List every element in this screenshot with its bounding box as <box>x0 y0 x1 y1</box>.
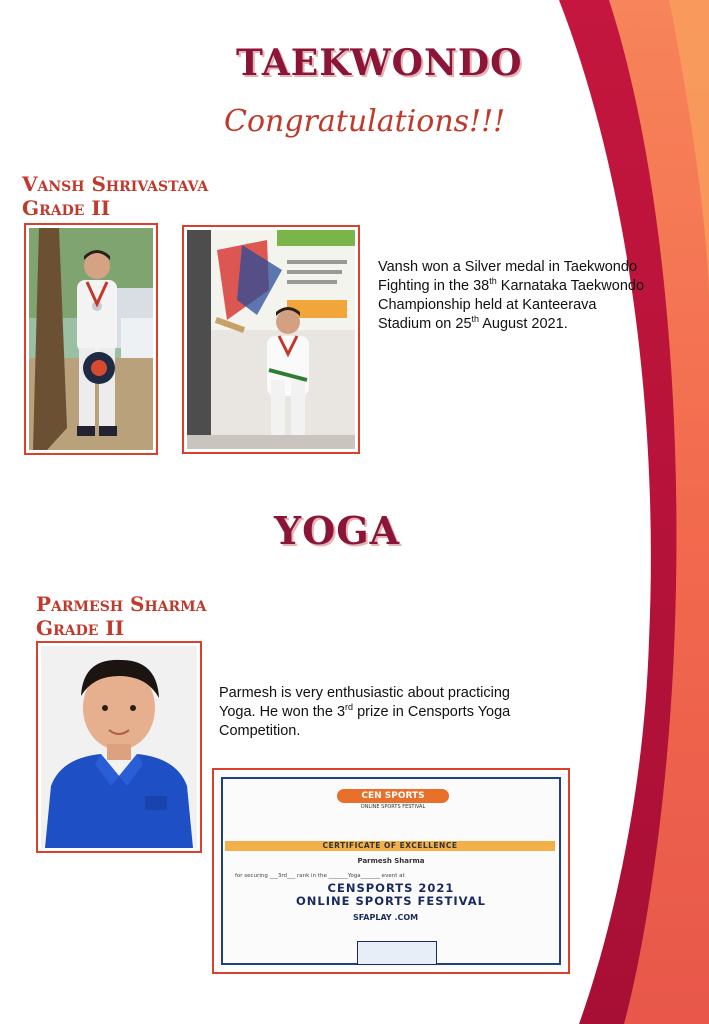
taekwondo-title: TAEKWONDO <box>236 42 523 84</box>
vansh-desc-part3: August 2021. <box>479 316 568 332</box>
certificate <box>217 773 565 969</box>
photo-vansh-outdoor-image <box>29 228 153 450</box>
certificate-recipient: Parmesh Sharma <box>357 857 425 865</box>
vansh-description <box>378 258 648 334</box>
vansh-desc-sup2: th <box>471 314 480 325</box>
vansh-desc-part1: Vansh won a Silver medal in Taekwondo Fighting in the 38 <box>378 259 638 294</box>
decorative-ribbon <box>549 0 709 1024</box>
photo-vansh-banner <box>182 225 360 454</box>
vansh-desc-part2: Karnataka Taekwondo Championship held at Kanteerava Stadium on 25 <box>378 278 645 332</box>
photo-vansh-banner-image <box>187 230 355 449</box>
student-grade: Grade II <box>22 196 111 220</box>
photo-parmesh-image <box>41 646 197 848</box>
certificate-subtitle: ONLINE SPORTS FESTIVAL <box>360 804 426 810</box>
certificate-partner-badge <box>357 941 437 965</box>
vansh-name-block <box>22 172 208 220</box>
yoga-title: YOGA <box>274 508 401 553</box>
certificate-big-title-1: CENSPORTS 2021 <box>327 881 455 895</box>
certificate-band: CERTIFICATE OF EXCELLENCE <box>225 841 555 851</box>
certificate-line: for securing ___3rd___ rank in the _______Yoga_______ event at <box>235 873 405 879</box>
parmesh-desc-part1: Parmesh is very enthusiastic about practicing Yoga. He won the 3 <box>219 685 510 720</box>
censports-logo: CEN SPORTS <box>337 789 449 803</box>
parmesh-name-block <box>36 592 207 640</box>
parmesh-description <box>219 684 549 741</box>
photo-parmesh <box>36 641 202 853</box>
certificate-image <box>212 768 570 974</box>
sfaplay-logo: SFAPLAY .COM <box>353 913 419 922</box>
student-name: Vansh Shrivastava <box>22 172 209 196</box>
photo-vansh-outdoor <box>24 223 158 455</box>
parmesh-desc-part2: prize in Censports Yoga Competition. <box>219 704 511 739</box>
parmesh-desc-sup: rd <box>345 702 354 713</box>
student-name: Parmesh Sharma <box>36 592 207 616</box>
student-grade: Grade II <box>36 616 125 640</box>
certificate-big-title-2: ONLINE SPORTS FESTIVAL <box>296 894 486 908</box>
congratulations-text: Congratulations!!! <box>224 104 506 139</box>
vansh-desc-sup1: th <box>489 276 497 287</box>
